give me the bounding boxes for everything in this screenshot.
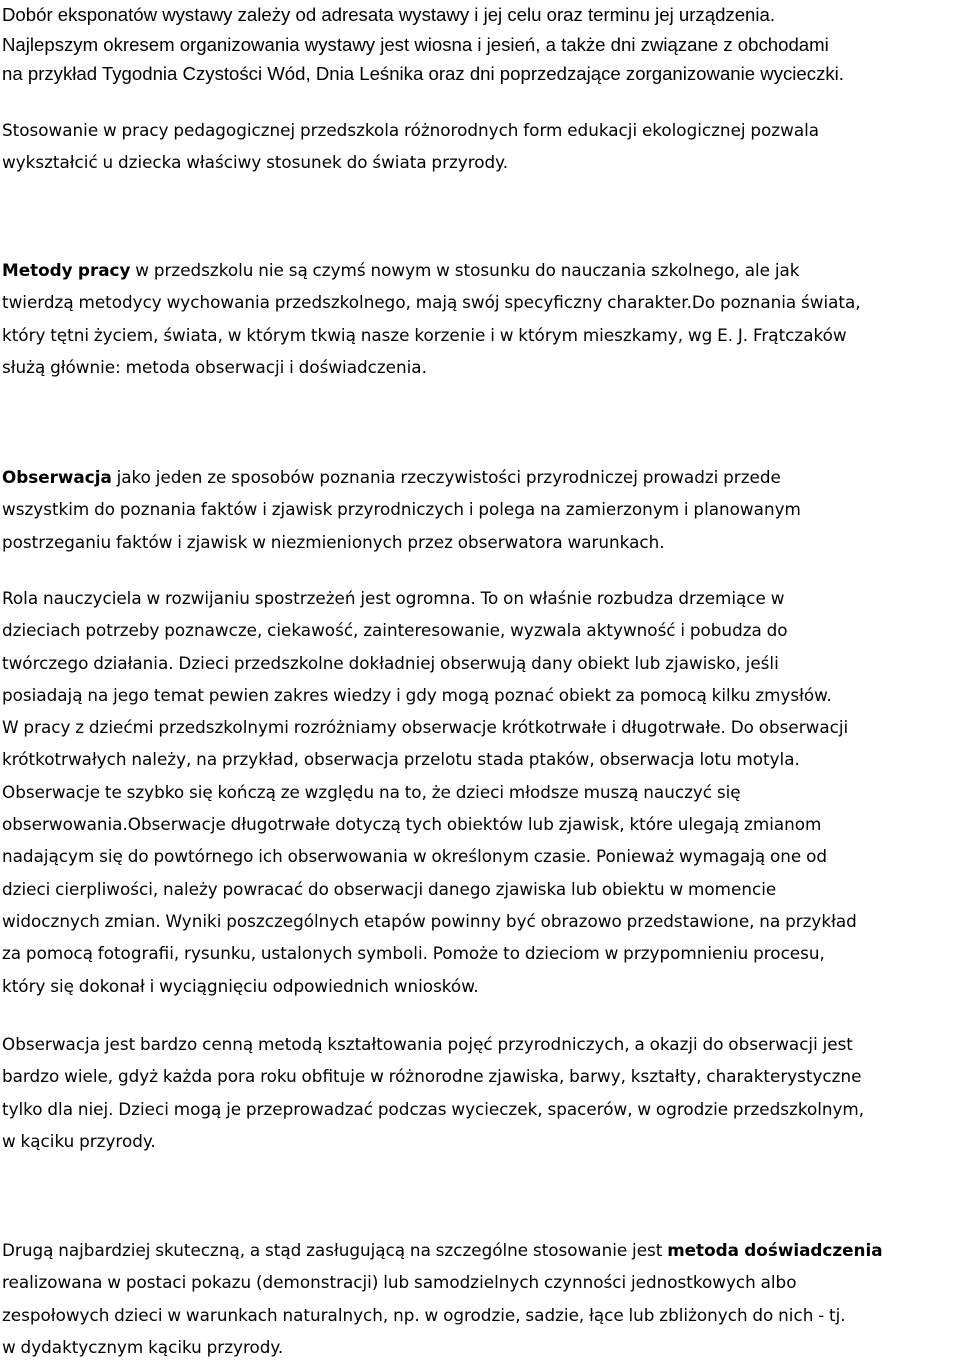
text-line: służą głównie: metoda obserwacji i doświadczenia.: [2, 356, 427, 377]
text-line: w dydaktycznym kąciku przyrody.: [2, 1336, 284, 1357]
text-line: wszystkim do poznania faktów i zjawisk przyrodniczych i polega na zamierzonym i planowanym: [2, 499, 801, 520]
text-line: Rola nauczyciela w rozwijaniu spostrzeżeń jest ogromna. To on właśnie rozbudza drzemiące w: [2, 588, 785, 608]
bold-term: Metody pracy: [2, 260, 131, 280]
text-line: W pracy z dziećmi przedszkolnymi rozróżniamy obserwacje krótkotrwałe i długotrwałe. Do obserwacji: [2, 717, 849, 738]
text-line: który tętni życiem, świata, w którym tkwią nasze korzenie i w którym mieszkamy, wg E. J. Frątczaków: [2, 324, 847, 345]
bold-term: Obserwacja: [2, 467, 112, 487]
text-line: krótkotrwałych należy, na przykład, obserwacja przelotu stada ptaków, obserwacja lotu motyla.: [2, 749, 800, 770]
text-line: obserwowania.Obserwacje długotrwałe dotyczą tych obiektów lub zjawisk, które ulegają zmianom: [2, 814, 822, 835]
text-line: widocznych zmian. Wyniki poszczególnych etapów powinny być obrazowo przedstawione, na przykład: [2, 910, 857, 931]
text-line: Drugą najbardziej skuteczną, a stąd zasługującą na szczególne stosowanie jest: [2, 1240, 668, 1260]
bold-term: metoda doświadczenia: [667, 1240, 883, 1260]
text-line: dzieci cierpliwości, należy powracać do obserwacji danego zjawiska lub obiektu w momencie: [2, 878, 777, 899]
text-line: Obserwacje te szybko się kończą ze względu na to, że dzieci młodsze muszą nauczyć się: [2, 781, 741, 802]
paragraph-observation-definition: [2, 461, 960, 558]
text-line: jako jeden ze sposobów poznania rzeczywistości przyrodniczej prowadzi przede: [111, 467, 781, 487]
paragraph-experiment-method: [2, 1234, 960, 1363]
text-line: tylko dla niej. Dzieci mogą je przeprowadzać podczas wycieczek, spacerów, w ogrodzie przedszkolnym,: [2, 1098, 865, 1119]
text-line: wykształcić u dziecka właściwy stosunek do świata przyrody.: [2, 152, 509, 173]
paragraph-teacher-role: [2, 582, 960, 1002]
text-line: Dobór eksponatów wystawy zależy od adresata wystawy i jej celu oraz terminu jej urządzenia.: [2, 4, 776, 25]
text-line: który się dokonał i wyciągnięciu odpowiednich wniosków.: [2, 975, 479, 996]
text-line: realizowana w postaci pokazu (demonstracji) lub samodzielnych czynności jednostkowych albo: [2, 1272, 797, 1293]
text-line: w przedszkolu nie są czymś nowym w stosunku do nauczania szkolnego, ale jak: [130, 260, 800, 280]
text-line: na przykład Tygodnia Czystości Wód, Dnia Leśnika oraz dni poprzedzające zorganizowanie wycieczki.: [2, 63, 844, 84]
text-line: posiadają na jego temat pewien zakres wiedzy i gdy mogą poznać obiekt za pomocą kilku zmysłów.: [2, 684, 832, 705]
paragraph-observation-value: [2, 1028, 960, 1157]
text-line: nadającym się do powtórnego ich obserwowania w określonym czasie. Ponieważ wymagają one od: [2, 846, 828, 867]
paragraph-ecological-education: [2, 114, 960, 179]
text-line: twórczego działania. Dzieci przedszkolne dokładniej obserwują dany obiekt lub zjawisko, jeśli: [2, 652, 779, 673]
text-line: postrzeganiu faktów i zjawisk w niezmienionych przez obserwatora warunkach.: [2, 531, 665, 552]
text-line: za pomocą fotografii, rysunku, ustalonych symboli. Pomoże to dzieciom w przypomnieniu procesu,: [2, 943, 825, 964]
text-line: bardzo wiele, gdyż każda pora roku obfituje w różnorodne zjawiska, barwy, kształty, charakterystyczne: [2, 1066, 862, 1087]
text-line: zespołowych dzieci w warunkach naturalnych, np. w ogrodzie, sadzie, łące lub zbliżonych do nich - tj.: [2, 1304, 846, 1325]
paragraph-work-methods: [2, 254, 960, 383]
text-line: twierdzą metodycy wychowania przedszkolnego, mają swój specyficzny charakter.Do poznania świata,: [2, 292, 861, 313]
text-line: Obserwacja jest bardzo cenną metodą kształtowania pojęć przyrodniczych, a okazji do obserwacji jest: [2, 1034, 853, 1054]
paragraph-exhibition: [2, 0, 960, 89]
text-line: w kąciku przyrody.: [2, 1130, 156, 1151]
text-line: Stosowanie w pracy pedagogicznej przedszkola różnorodnych form edukacji ekologicznej pozwala: [2, 120, 820, 140]
text-line: Najlepszym okresem organizowania wystawy jest wiosna i jesień, a także dni związane z obchodami: [2, 33, 829, 55]
text-line: dzieciach potrzeby poznawcze, ciekawość, zainteresowanie, wyzwala aktywność i pobudza do: [2, 620, 788, 641]
